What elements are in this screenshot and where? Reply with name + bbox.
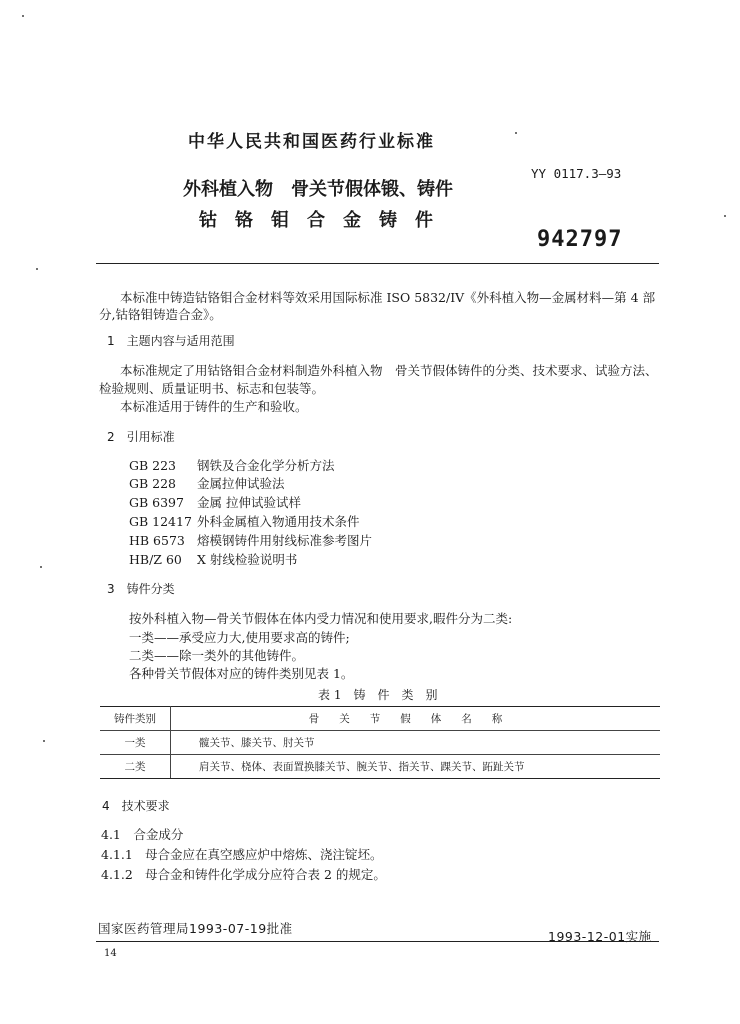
reference-item — [129, 475, 285, 493]
reference-title: X 射线检验说明书 — [197, 552, 298, 567]
scan-speck — [40, 566, 42, 568]
scan-speck — [515, 132, 517, 134]
reference-item — [129, 513, 360, 531]
section3-heading: 3 铸件分类 — [107, 582, 175, 596]
section3-paragraph3: 二类——除一类外的其他铸件。 — [129, 648, 305, 663]
document-number: 942797 — [537, 227, 623, 252]
section4-1-1 — [101, 846, 383, 864]
table-cell-names: 肩关节、桡体、表面置换膝关节、腕关节、指关节、踝关节、跖趾关节 — [171, 755, 661, 779]
reference-item — [129, 532, 372, 550]
section4-1-heading: 4.1 合金成分 — [101, 827, 184, 842]
header-rule — [96, 263, 659, 264]
reference-title: 熔模钢铸件用射线标准参考图片 — [197, 533, 373, 548]
table-cell-category: 一类 — [100, 731, 171, 755]
clause-text: 母合金应在真空感应炉中熔炼、浇注锭坯。 — [145, 847, 383, 862]
intro-line1: 本标准中铸造钴铬钼合金材料等效采用国际标准 ISO 5832/IV《外科植入物—金属材料—第 4 部 — [120, 290, 656, 305]
scan-speck — [724, 215, 726, 217]
reference-code: HB 6573 — [129, 533, 185, 548]
table-cell-category: 二类 — [100, 755, 171, 779]
effective-date: 1993-12-01实施 — [548, 929, 652, 944]
reference-code: GB 223 — [129, 458, 177, 473]
reference-item — [129, 551, 297, 569]
reference-code: GB 228 — [129, 476, 177, 491]
section3-paragraph1: 按外科植入物—骨关节假体在体内受力情况和使用要求,暇件分为二类: — [129, 611, 513, 626]
table-header-row — [100, 707, 660, 731]
reference-title: 金属 拉伸试验试样 — [197, 495, 301, 510]
section3-paragraph2: 一类——承受应力大,使用要求高的铸件; — [129, 630, 350, 645]
approval-line: 国家医药管理局1993-07-19批准 — [98, 921, 293, 936]
scan-speck — [36, 268, 38, 270]
footer-rule — [96, 941, 659, 942]
clause-text: 母合金和铸件化学成分应符合表 2 的规定。 — [145, 867, 386, 882]
document-title-line2: 钴 铬 钼 合 金 铸 件 — [199, 210, 433, 231]
page-number: 14 — [104, 948, 117, 959]
clause-number: 4.1.2 — [101, 867, 133, 882]
casting-category-table — [100, 706, 660, 779]
table-header-category: 铸件类别 — [100, 707, 171, 731]
reference-code: HB/Z 60 — [129, 552, 182, 567]
section2-heading: 2 引用标准 — [107, 430, 175, 444]
clause-number: 4.1.1 — [101, 847, 133, 862]
reference-title: 钢铁及合金化学分析方法 — [197, 458, 335, 473]
table-header-names: 骨关节假体名称 — [171, 707, 661, 731]
section3-paragraph4: 各种骨关节假体对应的铸件类别见表 1。 — [129, 666, 354, 681]
reference-code: GB 6397 — [129, 495, 184, 510]
document-title-line1: 外科植入物 骨关节假体锻、铸件 — [183, 179, 453, 200]
table-row — [100, 755, 660, 779]
table-row — [100, 731, 660, 755]
section4-heading: 4 技术要求 — [102, 799, 170, 813]
scan-speck — [43, 740, 45, 742]
reference-title: 金属拉伸试验法 — [197, 476, 285, 491]
table1-caption: 表 1 铸 件 类 别 — [318, 688, 438, 702]
section4-1-2 — [101, 866, 386, 884]
section1-paragraph2: 本标准适用于铸件的生产和验收。 — [120, 399, 308, 414]
reference-title: 外科金属植入物通用技术条件 — [197, 514, 360, 529]
standard-category: 中华人民共和国医药行业标准 — [188, 132, 435, 152]
table-cell-names: 髋关节、膝关节、肘关节 — [171, 731, 661, 755]
reference-item — [129, 457, 335, 475]
section1-paragraph1-line2: 检验规则、质量证明书、标志和包装等。 — [99, 381, 325, 396]
intro-line2: 分,钴铬钼铸造合金》。 — [99, 307, 222, 322]
section1-paragraph1-line1: 本标准规定了用钴铬钼合金材料制造外科植入物 骨关节假体铸件的分类、技术要求、试验方法、 — [120, 363, 658, 378]
standard-code: YY 0117.3—93 — [531, 166, 622, 181]
section1-heading: 1 主题内容与适用范围 — [107, 334, 235, 348]
reference-code: GB 12417 — [129, 514, 192, 529]
reference-item — [129, 494, 301, 512]
scan-speck — [22, 15, 24, 17]
